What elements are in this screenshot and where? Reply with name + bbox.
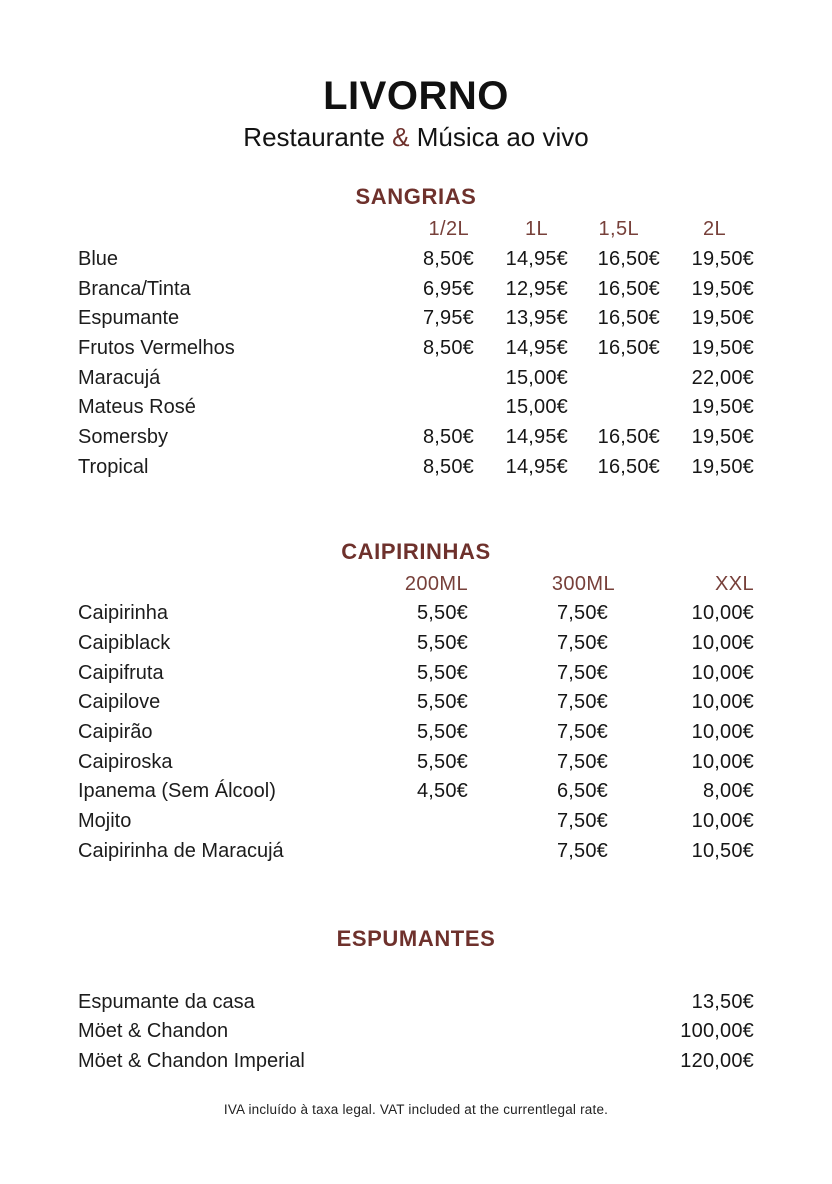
section-rows [78,987,754,1076]
item-price: 5,50€ [416,632,468,655]
column-header: 1/2L [428,218,469,240]
menu-item-row [78,244,754,274]
menu-item-row [78,1016,754,1046]
item-price: 16,50€ [597,336,660,359]
item-name: Tropical [78,455,149,478]
item-price: 13,50€ [691,990,754,1013]
item-name: Ipanema (Sem Álcool) [78,780,276,803]
section-caipirinhas [78,539,754,866]
item-price: 8,50€ [422,425,474,448]
item-price: 7,50€ [556,632,608,655]
subtitle-ampersand: & [392,122,410,152]
item-price: 16,50€ [597,425,660,448]
menu-item-row [78,836,754,866]
item-price: 6,50€ [556,780,608,803]
column-header: 1L [524,218,548,240]
item-price: 8,50€ [422,247,474,270]
section-espumantes [78,926,754,1076]
item-name: Espumante da casa [78,990,255,1013]
item-price: 16,50€ [597,307,660,330]
item-price: 8,50€ [422,336,474,359]
item-price: 5,50€ [416,750,468,773]
item-price: 15,00€ [505,366,568,389]
item-price: 19,50€ [691,425,754,448]
item-price: 19,50€ [691,336,754,359]
vat-footer-note: IVA incluído à taxa legal. VAT included at the currentlegal rate. [223,1101,609,1117]
item-name: Espumante [78,307,180,330]
menu-item-row [78,1046,754,1076]
menu-item-row [78,363,754,393]
item-price: 19,50€ [691,247,754,270]
item-price: 7,50€ [556,839,608,862]
item-name: Caipiroska [78,750,173,773]
item-price: 19,50€ [691,455,754,478]
item-price: 16,50€ [597,455,660,478]
item-price: 13,95€ [505,307,568,330]
item-price: 19,50€ [691,307,754,330]
item-price: 10,00€ [691,810,754,833]
item-price: 10,00€ [691,721,754,744]
column-header-row [78,214,754,244]
menu-item-row [78,274,754,304]
item-price: 16,50€ [597,247,660,270]
item-price: 7,95€ [422,307,474,330]
item-price: 5,50€ [416,691,468,714]
item-price: 10,00€ [691,602,754,625]
item-name: Caipifruta [78,661,164,684]
item-name: Blue [78,247,119,270]
item-price: 19,50€ [691,277,754,300]
menu-item-row [78,303,754,333]
item-price: 14,95€ [505,247,568,270]
menu-item-row [78,599,754,629]
subtitle-text-pre: Restaurante [243,122,393,152]
column-header: 1,5L [598,218,639,240]
item-price: 4,50€ [416,780,468,803]
item-price: 10,00€ [691,632,754,655]
section-sangrias [78,184,754,482]
item-price: 8,50€ [422,455,474,478]
section-title: SANGRIAS [355,184,477,209]
item-price: 7,50€ [556,602,608,625]
item-name: Caipiblack [78,632,171,655]
page-subtitle [78,121,754,154]
section-title: ESPUMANTES [336,925,496,951]
item-price: 120,00€ [680,1049,754,1072]
item-price: 7,50€ [556,691,608,714]
item-price: 22,00€ [691,366,754,389]
item-price: 16,50€ [597,277,660,300]
section-rows [78,569,754,866]
item-price: 15,00€ [505,396,568,419]
item-price: 100,00€ [680,1020,754,1043]
item-name: Caipilove [78,691,161,714]
item-name: Caipirinha [78,602,169,625]
item-price: 10,00€ [691,661,754,684]
column-header: 2L [702,218,726,240]
menu-item-row [78,987,754,1017]
item-name: Maracujá [78,366,161,389]
menu-header [78,76,754,154]
item-price: 5,50€ [416,602,468,625]
item-price: 7,50€ [556,810,608,833]
menu-item-row [78,658,754,688]
menu-item-row [78,628,754,658]
column-header-row [78,569,754,599]
page-title: LIVORNO [323,74,509,118]
menu-item-row [78,777,754,807]
menu-item-row [78,688,754,718]
item-name: Möet & Chandon Imperial [78,1049,305,1072]
item-name: Mateus Rosé [78,396,196,419]
item-name: Frutos Vermelhos [78,336,235,359]
subtitle-text-post: Música ao vivo [409,122,589,152]
item-name: Caipirinha de Maracujá [78,839,284,862]
column-header: 200ML [404,572,468,595]
item-name: Caipirão [78,721,153,744]
menu-item-row [78,452,754,482]
item-price: 10,00€ [691,750,754,773]
item-price: 7,50€ [556,721,608,744]
item-name: Branca/Tinta [78,277,191,300]
item-price: 14,95€ [505,425,568,448]
item-price: 14,95€ [505,336,568,359]
item-name: Mojito [78,810,132,833]
item-price: 5,50€ [416,661,468,684]
menu-item-row [78,422,754,452]
menu-item-row [78,806,754,836]
item-price: 14,95€ [505,455,568,478]
column-header: XXL [714,572,754,595]
item-price: 10,00€ [691,691,754,714]
menu-item-row [78,747,754,777]
item-price: 8,00€ [702,780,754,803]
item-price: 7,50€ [556,750,608,773]
item-price: 5,50€ [416,721,468,744]
item-price: 12,95€ [505,277,568,300]
section-rows [78,214,754,482]
item-price: 10,50€ [691,839,754,862]
menu-item-row [78,717,754,747]
item-name: Möet & Chandon [78,1020,229,1043]
section-title: CAIPIRINHAS [341,538,491,564]
menu-item-row [78,392,754,422]
item-price: 6,95€ [422,277,474,300]
item-price: 19,50€ [691,396,754,419]
item-price: 7,50€ [556,661,608,684]
column-header: 300ML [551,572,615,595]
item-name: Somersby [78,425,169,448]
menu-item-row [78,333,754,363]
